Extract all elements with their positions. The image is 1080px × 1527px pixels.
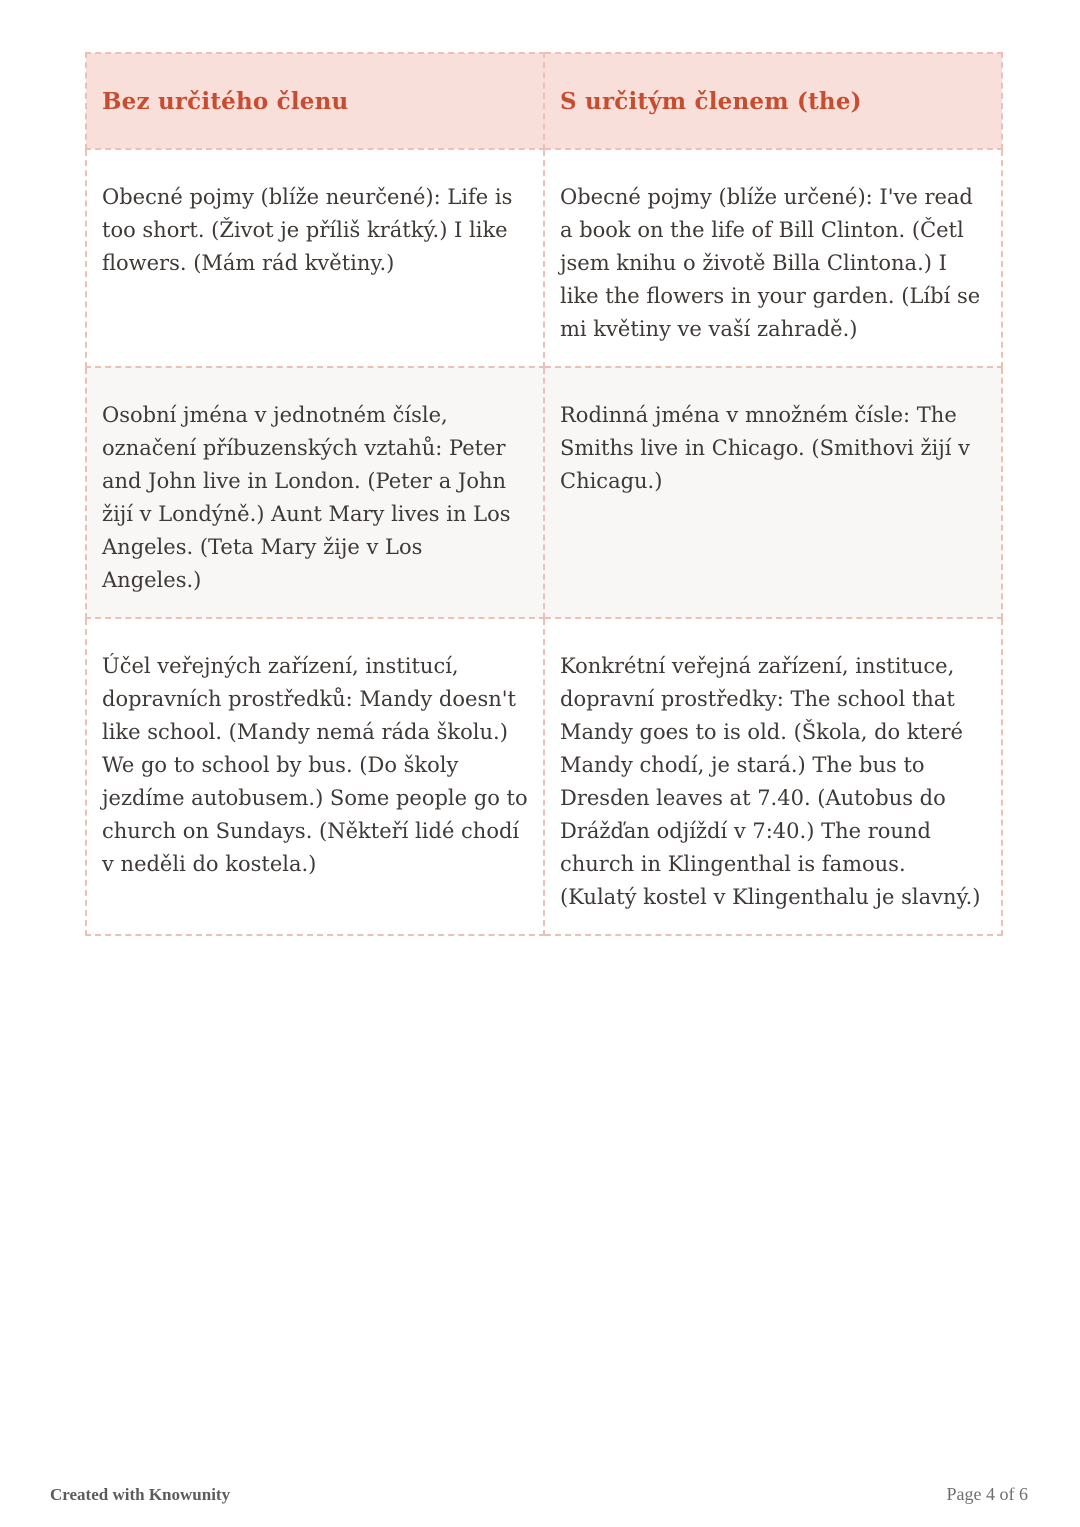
article-comparison-table — [85, 52, 1003, 936]
column-header-without-article: Bez určitého členu — [86, 53, 544, 149]
table-cell-institutions-purpose: Účel veřejných zařízení, institucí, dopravních prostředků: Mandy doesn't like school. (Mandy nemá ráda školu.) We go to school by bus. (Do školy jezdíme autobusem.) Some people go to church on Sundays. (Někteří lidé chodí v neděli do kostela.) — [86, 618, 544, 935]
column-header-with-article: S určitým členem (the) — [544, 53, 1002, 149]
page-footer — [50, 1484, 1028, 1505]
table-header-row — [86, 53, 1002, 149]
table-row — [86, 149, 1002, 367]
table-cell-institutions-specific: Konkrétní veřejná zařízení, instituce, dopravní prostředky: The school that Mandy goes to is old. (Škola, do které Mandy chodí, je stará.) The bus to Dresden leaves at 7.40. (Autobus do Drážďan odjíždí v 7:40.) The round church in Klingenthal is famous. (Kulatý kostel v Klingenthalu je slavný.) — [544, 618, 1002, 935]
table-cell-general-with-article: Obecné pojmy (blíže určené): I've read a book on the life of Bill Clinton. (Četl jsem knihu o životě Billa Clintona.) I like the flowers in your garden. (Líbí se mi květiny ve vaší zahradě.) — [544, 149, 1002, 367]
table-row — [86, 367, 1002, 618]
page-number: Page 4 of 6 — [946, 1484, 1028, 1504]
table-row — [86, 618, 1002, 935]
table-cell-personal-names: Osobní jména v jednotném čísle, označení příbuzenských vztahů: Peter and John live in London. (Peter a John žijí v Londýně.) Aunt Mary lives in Los Angeles. (Teta Mary žije v Los Angeles.) — [86, 367, 544, 618]
footer-branding: Created with Knowunity — [50, 1485, 231, 1504]
table-cell-family-names: Rodinná jména v množném čísle: The Smiths live in Chicago. (Smithovi žijí v Chicagu.) — [544, 367, 1002, 618]
table-cell-general-no-article: Obecné pojmy (blíže neurčené): Life is too short. (Život je příliš krátký.) I like flowers. (Mám rád květiny.) — [86, 149, 544, 367]
